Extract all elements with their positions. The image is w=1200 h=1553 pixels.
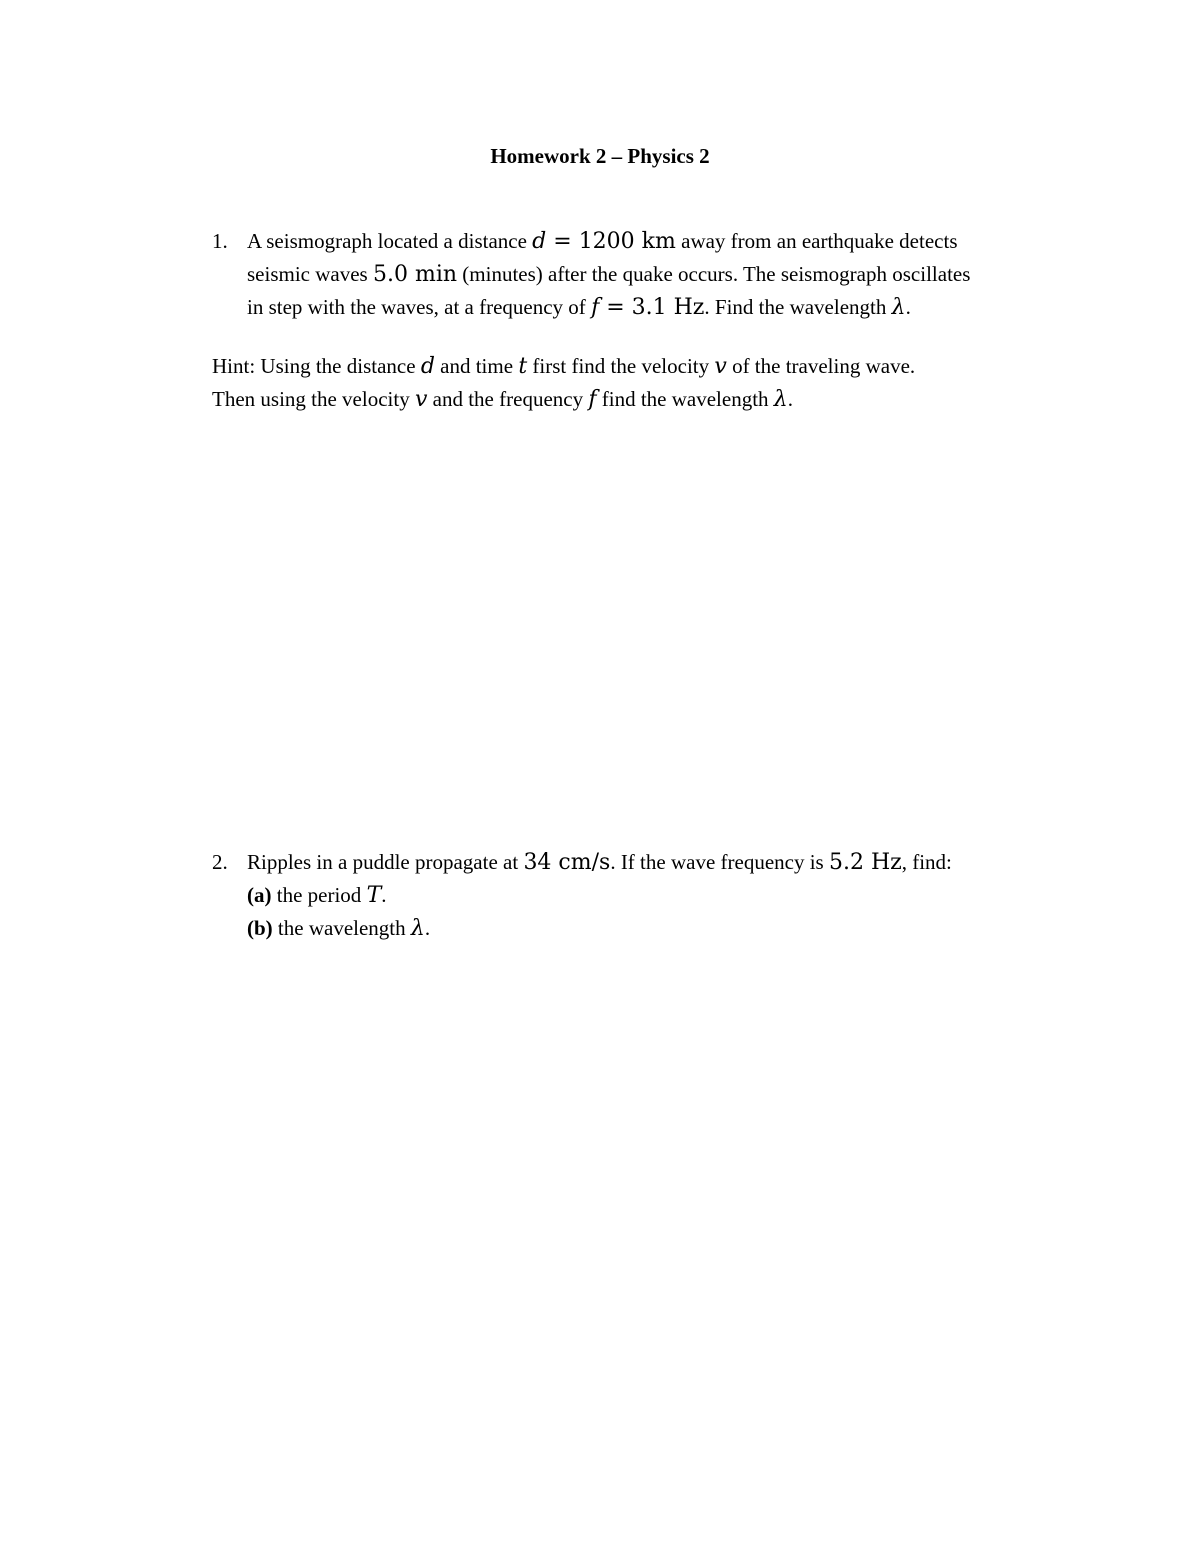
text-segment: A seismograph located a distance bbox=[247, 229, 533, 253]
math-variable: t bbox=[518, 354, 528, 379]
text-segment: . If the wave frequency is bbox=[610, 850, 829, 874]
problem-1-line-1 bbox=[247, 225, 1072, 258]
math-variable: λ bbox=[773, 387, 788, 412]
problem-1-text bbox=[247, 225, 1072, 324]
text-segment: , find: bbox=[901, 850, 952, 874]
problem-2 bbox=[212, 846, 1072, 945]
math-value: 34 cm/s bbox=[523, 850, 611, 875]
text-segment: and the frequency bbox=[427, 387, 589, 411]
text-segment: away from an earthquake detects bbox=[675, 229, 958, 253]
math-operator: = bbox=[599, 295, 632, 320]
math-variable: λ bbox=[410, 916, 425, 941]
math-variable: v bbox=[414, 387, 428, 412]
math-operator: = bbox=[546, 229, 579, 254]
text-segment: . bbox=[787, 387, 793, 411]
text-segment: Then using the velocity bbox=[212, 387, 415, 411]
hint bbox=[212, 350, 1072, 416]
problem-1 bbox=[212, 225, 1072, 324]
page-title: Homework 2 – Physics 2 bbox=[490, 144, 710, 168]
math-variable: f bbox=[588, 387, 597, 412]
text-segment: seismic waves bbox=[247, 262, 373, 286]
problem-1-number: 1. bbox=[212, 229, 228, 253]
problem-1-line-2 bbox=[247, 258, 1072, 291]
math-variable: d bbox=[532, 229, 547, 254]
math-variable: T bbox=[366, 883, 382, 908]
text-segment: . Find the wavelength bbox=[704, 295, 892, 319]
text-segment: the wavelength bbox=[272, 916, 411, 940]
math-variable: λ bbox=[891, 295, 906, 320]
text-segment: of the traveling wave. bbox=[726, 354, 916, 378]
text-segment: Ripples in a puddle propagate at bbox=[247, 850, 524, 874]
hint-line-1 bbox=[212, 350, 1072, 383]
problem-2-text bbox=[247, 846, 1072, 945]
math-variable: f bbox=[591, 295, 600, 320]
part-label: (b) bbox=[247, 916, 273, 940]
text-segment: in step with the waves, at a frequency of bbox=[247, 295, 592, 319]
math-variable: d bbox=[420, 354, 435, 379]
math-variable: v bbox=[714, 354, 727, 379]
text-segment: (minutes) after the quake occurs. The seismograph oscillates bbox=[457, 262, 971, 286]
problem-2-part-b bbox=[247, 912, 1072, 945]
math-value: 5.2 Hz bbox=[828, 850, 902, 875]
problem-2-number: 2. bbox=[212, 850, 228, 874]
part-label: (a) bbox=[247, 883, 272, 907]
problem-2-line-1 bbox=[247, 846, 1072, 879]
problem-1-line-3 bbox=[247, 291, 1072, 324]
text-segment: and time bbox=[434, 354, 519, 378]
text-segment: . bbox=[381, 883, 387, 907]
math-value: 5.0 min bbox=[372, 262, 458, 287]
text-segment: Hint: Using the distance bbox=[212, 354, 421, 378]
problem-2-part-a bbox=[247, 879, 1072, 912]
text-segment: first find the velocity bbox=[527, 354, 715, 378]
text-segment: . bbox=[424, 916, 431, 940]
hint-line-2 bbox=[212, 383, 1072, 416]
math-value: 3.1 Hz bbox=[631, 295, 705, 320]
text-segment: . bbox=[905, 295, 911, 319]
text-segment: find the wavelength bbox=[596, 387, 774, 411]
math-value: 1200 km bbox=[578, 229, 676, 254]
text-segment: the period bbox=[271, 883, 367, 907]
